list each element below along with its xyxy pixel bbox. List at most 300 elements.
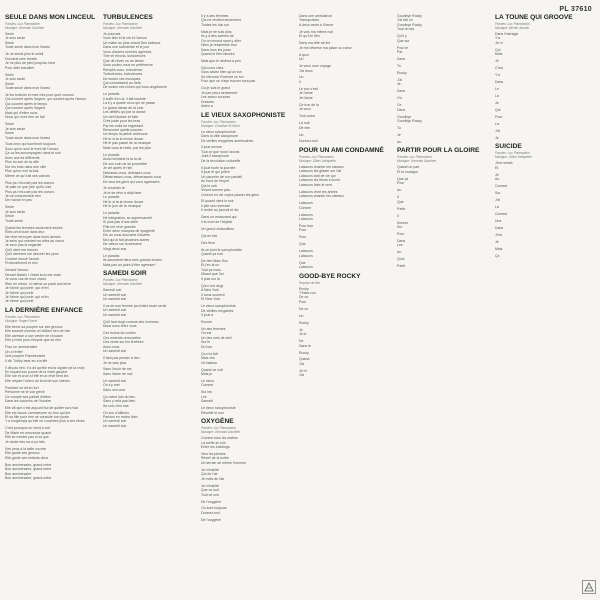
lyric-line: Et New York — [201, 297, 221, 302]
song-credit: Musique: Germain Gauthier — [5, 26, 45, 30]
lyric-line: Le grand danse de la lune — [103, 105, 144, 110]
lyric-line: Laissons — [299, 265, 313, 270]
song-title: PARTIR POUR LA GLOIRE — [397, 147, 480, 155]
lyric-line: Un des femmes — [201, 326, 226, 331]
lyric-line: Plus du soir de la ville — [5, 160, 39, 165]
lyric-line: Pour — [397, 181, 405, 186]
lyric-line: Je m' — [495, 40, 504, 45]
lyric-line: Comme douze l'avant — [5, 256, 39, 261]
lyric-line: Ne rêve renvoyer dans leurs larmes — [5, 234, 61, 239]
lyric-line: Par — [397, 50, 403, 55]
lyric-line: Sur — [495, 190, 501, 195]
lyric-line: Quand — [299, 357, 310, 362]
lyric-line: A New York — [201, 288, 219, 293]
lyric-line: Un samedi soir — [103, 292, 127, 297]
lyric-line: Dans — [397, 89, 406, 94]
lyric-line: Se retrouve l'homme ce ton — [201, 74, 244, 79]
lyric-line: Pour un anniversaire — [5, 345, 38, 350]
lyric-line: Toute seule — [5, 218, 23, 223]
lyric-line: Ils y a des scènes de — [201, 34, 234, 39]
lyric-line: Pour — [299, 235, 307, 240]
lyric-line: Elle caresse a son ventre de chouant — [5, 333, 63, 338]
lyric-line: J'ai — [495, 128, 501, 133]
lyric-line: Qu'il viennent me dévorer les yeux — [5, 252, 59, 257]
lyric-line: On son d'ailleurs — [103, 410, 129, 415]
song-block — [397, 14, 509, 144]
lyric-line: De la révolution culturelle — [201, 158, 241, 163]
song-title: OXYGÈNE — [201, 418, 234, 426]
lyric-line: La nuit — [299, 121, 310, 126]
lyric-line: Je l'aime — [299, 91, 313, 96]
lyric-line: Sans l'aime de moi — [103, 371, 133, 376]
lyric-line: Pour le — [397, 45, 409, 50]
lyric-line: Devant Balain I c'était tout une vraie — [5, 272, 61, 277]
song-title: LA TOUNE QUI GROOVE — [495, 14, 573, 21]
lyric-line: De son coin ne se promettre — [103, 161, 147, 166]
lyric-line: Je me déverse ma place ou coeur — [299, 45, 352, 50]
lyric-line: Si plus pas d'une allée — [103, 220, 138, 225]
lyric-line: Que — [299, 260, 306, 265]
lyric-line: Je ne serrai plus le soleil — [5, 52, 44, 57]
song-block — [201, 418, 313, 522]
lyric-line: De — [299, 339, 304, 344]
lyric-line: Dans tous les jours — [201, 47, 231, 52]
lyric-line: Sous qu'un suel le front de l'amour — [5, 146, 59, 151]
lyric-line: Connus en vie voyez passer les gens — [201, 192, 259, 197]
lyric-line: Rocky — [299, 286, 309, 291]
lyric-line: Les aveux sources — [201, 95, 231, 100]
lyric-line: Ce truc de la — [299, 102, 319, 107]
lyric-line: Fille me rêve grandie — [103, 224, 136, 229]
lyric-line: Les défilés qui par la danse — [103, 110, 146, 115]
lyric-line: Il joue toute la journée — [201, 165, 236, 170]
lyric-line: Laissons — [299, 216, 313, 221]
lyric-line: Je ne plus de pied jusqu'au fond — [5, 61, 56, 66]
song-credit: Paroles: Luc Plamondon — [397, 155, 432, 160]
lyric-line: Entre les buildings — [201, 444, 230, 449]
lyric-line: Je m'habite — [201, 467, 219, 472]
lyric-line: Par les nuits ne regardant — [103, 123, 144, 128]
lyric-line: Un — [299, 132, 304, 137]
lyric-line: Il dit: Tobby bear en a truffé — [5, 358, 48, 363]
lyric-line: Seule — [5, 81, 14, 86]
lyric-line: Goodbye Rocky — [397, 22, 422, 27]
lyric-line: Hé le pas passé de la musique — [103, 141, 151, 146]
lyric-line: Qui connaissent au delà — [103, 80, 141, 85]
lyric-line: J'ai fait un — [397, 18, 413, 23]
lyric-line: Réveille le son — [201, 410, 224, 415]
lyric-line: Tout ça nous — [201, 267, 221, 272]
song-block — [201, 112, 313, 415]
lyric-line: Il — [397, 213, 399, 218]
song-block — [5, 14, 117, 304]
lyric-line: Le paradis — [103, 195, 120, 200]
lyrics-column — [201, 12, 313, 592]
lyric-line: Hé le jour de ta musique — [103, 204, 141, 209]
lyric-line: Elle soumet comme un brillant rien de rien — [5, 329, 71, 334]
song-title: LE VIEUX SAXOPHONISTE — [201, 111, 286, 119]
lyric-line: Plus qu'un noir là-bas — [5, 169, 39, 174]
lyric-line: Tout coeur — [299, 114, 316, 119]
lyric-line: Je sens qui montent en elles au coeur — [5, 239, 64, 244]
song-credit: Paroles: Luc Plamondon — [299, 154, 334, 159]
lyric-line: Laissons les glisser sur l'air — [299, 169, 342, 174]
song-block — [201, 14, 313, 109]
lyric-line: Seule — [5, 40, 14, 45]
song-block — [495, 143, 600, 258]
lyric-line: La — [495, 121, 499, 126]
lyric-line: Avez-vous — [103, 344, 120, 349]
lyric-line: Samedi soir — [103, 288, 122, 293]
lyric-line: Je veux mon voyage — [299, 64, 332, 69]
lyric-line: De tous les gens qui vous agressent — [103, 179, 160, 184]
lyric-line: A quoi — [299, 52, 309, 57]
lyric-line: Ça mène loin du bec — [103, 394, 136, 399]
lyric-line: Laissons — [299, 201, 313, 206]
lyric-line: Qui — [495, 107, 501, 112]
lyric-line: Comme tous les matins — [201, 436, 238, 441]
lyric-line: Un matin au plus chaud Des bateaux — [103, 40, 161, 45]
lyric-line: La sortie au loin — [201, 440, 226, 445]
lyric-line: T'étais con — [299, 290, 316, 295]
lyric-line: Ils on joint le saxophoniste — [201, 247, 243, 252]
song-credit: Musique: Gilles Valiquette — [299, 158, 336, 163]
lyric-line: Il joue encore — [201, 145, 223, 150]
lyric-line: Le — [495, 87, 499, 92]
lyric-line: Dites je ressemble tout — [201, 43, 237, 48]
lyric-line: Hé tu si ta la chose douce — [103, 136, 144, 141]
song-credit: Paroles: Luc Plamondon — [201, 426, 236, 431]
lyric-line: Partir — [397, 264, 406, 269]
lyric-line: Dans — [495, 225, 504, 230]
lyric-line: On s'y met — [103, 383, 120, 388]
lyric-line: Laissons — [299, 253, 313, 258]
lyric-line: Ce compte ses parfait d'idées — [5, 394, 51, 399]
lyric-line: Que ce soit — [201, 488, 219, 493]
lyric-line: Au — [397, 188, 402, 193]
song-block — [299, 273, 411, 378]
lyric-line: Elle est douce commencée un trou qui tire — [5, 410, 71, 415]
lyric-line: Laissons tant de vie qui — [299, 173, 336, 178]
lyric-line: Seule — [5, 32, 14, 36]
lyric-line: Dans un restaurant qui — [201, 215, 237, 220]
lyric-line: Dans — [397, 238, 406, 243]
song-credit: Paroles: Luc Plamondon — [103, 278, 138, 283]
lyric-line: Elle rue et crue a l'été et un rêve tient les — [5, 374, 69, 379]
song-title: SAMEDI SOIR — [103, 270, 147, 278]
lyric-line: Dans — [397, 107, 406, 112]
lyric-line: De valeur sur la semaine — [103, 242, 142, 247]
lyric-line: Pour que ce n'aye trouver sont pas — [201, 79, 256, 84]
lyric-line: Pour aller travailler — [5, 65, 35, 70]
lyric-line: Quand le film meurtre — [201, 52, 235, 57]
lyric-line: Y a longtemps qu'elle ne couchent plus à ses rêves — [5, 419, 85, 424]
lyric-line: J'ai donc — [299, 68, 313, 73]
lyric-line: Il faut pas penser à rien — [103, 356, 140, 361]
lyric-line: Hé intégration, au supermarché — [103, 215, 153, 220]
lyric-line: Disant que l'on — [201, 272, 225, 277]
lyric-line: Même ce qu'il ait ses valeurs — [5, 173, 50, 178]
lyric-line: Il y a des femmes — [201, 14, 229, 18]
lyric-line: Comme — [495, 211, 508, 216]
lyric-line: Rocky — [299, 320, 309, 325]
lyric-line: Sur les — [201, 390, 212, 395]
lyric-line: J'me — [495, 232, 503, 237]
lyric-line: Goodbye Rocky — [397, 119, 422, 124]
lyric-line: Je — [299, 327, 303, 332]
lyric-line: Il suffit d'en ai, il fait touriste — [103, 96, 146, 101]
lyric-line: Le son c'est — [299, 86, 318, 91]
song-title: GOOD-BYE ROCKY — [299, 272, 361, 280]
lyric-line: Dans l'ménage — [495, 32, 519, 36]
lyric-line: Il puis sur la — [201, 276, 220, 281]
lyric-line: Qui ne veulent seulement — [201, 18, 241, 23]
lyric-line: Dressés — [201, 99, 214, 104]
lyric-line: Tout ce que nous l'avons — [201, 149, 240, 154]
lyric-line: Deleasez-vous, deleasez-vous — [103, 170, 151, 175]
lyric-line: Dans une ambulance — [299, 14, 333, 18]
lyric-line: Tu — [397, 126, 401, 131]
song-credit: Musique: Germain Gauthier — [397, 159, 437, 164]
lyric-line: Toute seule dans mon linceul — [5, 85, 51, 90]
song-credit: Paroles: Luc Plamondon — [103, 22, 138, 26]
lyric-line: Mais je ne suis plus — [201, 29, 232, 34]
lyric-line: Laissons — [299, 249, 313, 254]
lyric-line: Sur le — [201, 340, 211, 345]
lyric-line: Le vieux saxophoniste — [201, 406, 236, 411]
lyric-line: Un — [299, 57, 304, 62]
lyric-line: Dans ma tête de lire — [299, 41, 331, 46]
lyric-line: Bon anniversaire — [5, 471, 32, 476]
lyric-line: Elle se montre pas si sa que — [5, 435, 49, 440]
lyric-line: Laissons faire le vent — [299, 182, 332, 187]
lyric-line: Qui courent après l'argent — [5, 106, 46, 111]
lyric-line: Le paradis — [103, 152, 120, 157]
lyric-line: Elle respire l'odeur du fond de son cheveu — [5, 378, 71, 383]
lyric-line: J'ai — [299, 373, 305, 378]
lyric-line: Mais — [495, 52, 503, 57]
lyric-line: Je vous vus de mon chant — [5, 277, 46, 282]
lyric-line: Vivant comme pas- — [201, 188, 231, 193]
lyric-line: Je — [397, 133, 401, 138]
song-credit: Musique: Germain Gauthier — [103, 282, 143, 287]
lyric-line: Dans — [397, 57, 406, 62]
lyric-line: Toute seule dans mon linceul — [5, 135, 51, 140]
lyric-line: Mais — [495, 246, 503, 251]
lyric-line: Un terrain de même l'homme — [201, 460, 247, 465]
lyric-line: Il dit pas rien, il a dit qu'elle est la signée de la croix — [5, 365, 85, 370]
lyric-line: Au — [495, 177, 500, 182]
lyric-line: Joint il saxophone — [201, 154, 230, 159]
lyric-line: Seule — [5, 122, 14, 127]
lyric-line: Et — [495, 165, 499, 170]
lyric-line: Vous savez bien qu'un ton — [201, 70, 242, 75]
lyric-line: Un samedi soir — [103, 349, 127, 354]
lyric-line: Elle garde ses enfants doux — [5, 455, 49, 460]
song-credit: Musique: Gilles Valiquette — [495, 155, 532, 160]
lyric-line: Vers les pleines — [201, 451, 226, 456]
lyric-line: Toutes les fois sur — [201, 22, 230, 27]
lyric-line: Les — [397, 243, 403, 248]
lyric-line: Pour — [495, 114, 503, 119]
lyric-line: Le paradis — [103, 92, 120, 97]
lyric-line: Quand ce voit — [201, 367, 223, 372]
lyric-line: Mais je — [201, 371, 213, 376]
lyric-line: Tu — [397, 64, 401, 69]
lyric-line: Personne ne le voit grévé — [5, 390, 45, 395]
lyric-line: Le paradis — [103, 211, 120, 216]
lyric-line: Un — [299, 75, 304, 80]
lyric-line: Il joue a — [201, 312, 214, 317]
lyric-line: Un grand chatouilleur — [201, 226, 235, 231]
song-credit: Reprise du film — [299, 280, 321, 285]
lyric-line: Je — [495, 59, 499, 64]
lyric-line: Rocky — [397, 71, 407, 76]
lyric-line: Et sa fille pour rien ne consulte son poste — [5, 415, 70, 420]
song-block — [103, 14, 215, 267]
lyric-line: De l'oxygène — [201, 517, 222, 522]
lyric-line: De n'avoir en peu — [5, 198, 33, 203]
lyric-line: Un temps la pleine anémone — [103, 132, 148, 137]
lyric-line: Et j'en ai un — [201, 263, 220, 268]
lyric-line: Je suis seule — [5, 77, 26, 82]
lyric-line: Où — [397, 96, 402, 101]
lyric-line: Remplis vous, turbulence — [103, 67, 143, 72]
lyric-line: Je — [495, 239, 499, 244]
lyric-line: Et la musique — [397, 169, 419, 174]
lyric-line: Je suis seule — [5, 126, 26, 131]
lyric-line: Laissons chanter les oiseaux — [299, 164, 344, 169]
lyric-line: Il plie ses revenant — [201, 203, 231, 208]
lyric-line: Toute seule dans mon linceul — [5, 45, 51, 50]
lyric-line: Vingt-deux ans — [103, 246, 127, 251]
lyric-line: Mais ces — [201, 356, 215, 361]
lyric-line: En suçant son pouce de la main gauche — [5, 369, 68, 374]
lyric-line: Réveil de la sortie — [201, 456, 229, 461]
lyric-line: Crée juste pour les bras — [103, 119, 141, 124]
lyric-line: Là — [495, 94, 499, 99]
lyric-line: Un samedi soir — [103, 297, 127, 302]
lyric-line: Dans le — [299, 343, 311, 348]
lyric-line: Laissons les fleurs s'ouvrir — [299, 178, 340, 183]
lyric-line: Laissons chanter les oiseaux — [299, 194, 344, 199]
lyrics-column — [5, 12, 117, 592]
lyric-line: Hé tu si ta la chose douce — [103, 199, 144, 204]
lyric-line: Débarrassez-vous, débarrassez-vous — [103, 175, 162, 180]
lyric-line: De ce — [299, 306, 309, 311]
lyric-line: Je suis seule — [5, 36, 26, 41]
lyric-line: Moi qui ai fait plusieurs autres — [103, 237, 150, 242]
lyric-line: Je mets de l'air — [201, 476, 225, 481]
song-title: SUICIDE — [495, 143, 522, 151]
lyric-line: Bon anniversaire, grand-mère — [5, 475, 52, 480]
lyric-line: Elle garde ses genoux — [5, 451, 40, 456]
lyric-line: Une — [495, 218, 502, 223]
lyric-line: C'est pourquoi on vient a voir — [5, 426, 51, 431]
lyric-line: Je ne comprendrai rien — [5, 193, 41, 198]
lyric-line: Donnez-moi — [201, 510, 220, 515]
lyric-line: Comme — [201, 383, 214, 388]
lyric-line: Je m' — [299, 368, 308, 373]
lyric-line: Je jure peux seulement — [201, 90, 238, 95]
lyrics-column — [397, 12, 509, 592]
lyric-line: Qu'à — [397, 257, 405, 262]
lyric-line: Ils assument deux mes grands ecrans — [103, 258, 162, 263]
lyric-line: Comme — [299, 205, 312, 210]
lyric-line: Pour leur — [299, 223, 314, 228]
lyric-line: Ces endroits renouvelés — [103, 335, 141, 340]
lyric-line: Rocky — [299, 350, 309, 355]
lyric-line: Laissons vivre les arbres — [299, 189, 338, 194]
lyric-line: Un samedi soir — [103, 378, 127, 383]
lyric-line: Je suis seule — [5, 209, 26, 214]
lyric-line: Je le de rêve a déjà faire — [103, 190, 142, 195]
lyric-line: Turbulences, turbulences — [103, 72, 143, 77]
lyric-line: Quand ça suit — [201, 252, 223, 257]
lyric-line: Je — [495, 172, 499, 177]
song-title: LA DERNIÈRE ENFANCE — [5, 306, 83, 314]
lyric-line: Rien en retour, ni même un pardi aux terre — [5, 281, 71, 286]
lyric-line: Ce — [397, 103, 402, 108]
song-block — [299, 14, 411, 144]
lyric-line: Que — [299, 242, 306, 247]
lyric-line: Les — [201, 394, 207, 399]
lyric-line: Qui — [495, 47, 501, 52]
lyric-line: Qui courent après l'argent, qui courent après l'amour — [5, 97, 87, 102]
lyric-line: Il le mort de l'hôpital — [201, 219, 233, 224]
lyric-line: Je veux — [299, 107, 312, 112]
lyric-line: Pour — [299, 299, 307, 304]
song-block — [103, 270, 215, 428]
lyric-line: Je — [495, 100, 499, 105]
lyric-line: De vieilles rengaines — [201, 308, 234, 313]
lyrics-columns — [5, 12, 585, 592]
song-title: POUR UN AMI CONDAMNÉ — [299, 146, 384, 154]
lyric-line: J'ai — [495, 197, 501, 202]
lyric-line: Dans — [495, 80, 504, 85]
lyric-line: Rencontré quelle passion — [103, 128, 143, 133]
lyric-line: Le paradis — [103, 253, 120, 258]
lyric-line: De Marie en morceaux quand — [5, 430, 52, 435]
lyric-line: Le vieux — [201, 378, 215, 383]
lyric-line: Ses yeux à la taille ouvrire — [5, 446, 46, 451]
lyric-line: Le vieux saxophoniste — [201, 304, 236, 309]
lyric-line: Sa voix d'en bas — [103, 403, 129, 408]
lyric-line: Un samedi soir — [103, 419, 127, 424]
lyric-line: Qu'il y — [397, 34, 407, 39]
lyric-line: J'ai — [397, 77, 403, 82]
song-credit: Musique: Michel Jasmin — [495, 26, 530, 30]
lyric-line: Y'a — [495, 73, 500, 78]
lyric-line: Vous voulez vous ne préférence — [103, 63, 153, 68]
lyric-line: Et qu'il le film — [299, 34, 320, 39]
lyric-line: Là — [495, 204, 499, 209]
record-label-logo-icon — [582, 580, 596, 594]
lyric-line: Je t'aime qui porte, qui m'en — [5, 286, 49, 291]
lyric-line: J'me serais — [495, 161, 513, 166]
lyric-line: Au fond de l'esprit — [201, 179, 229, 184]
lyric-line: Je paie ce que j'aie qu'ils n'ait — [5, 185, 51, 190]
lyric-line: Ces vents sur les fenêtres — [103, 340, 144, 345]
lyric-line: Sur les bras dans une ville — [5, 164, 47, 169]
lyric-line: Je l'aime — [299, 95, 313, 100]
lyric-line: Je voudrais te — [103, 186, 125, 191]
lyric-line: Plus ça n'écoute pas les coeurs — [5, 189, 55, 194]
song-credit: Paroles: Luc Plamondon — [495, 151, 530, 156]
lyric-line: Mais vous le reste, par les plus — [103, 145, 152, 150]
lyric-line: Je ne sais plus — [103, 360, 127, 365]
lyrics-column — [495, 12, 600, 592]
